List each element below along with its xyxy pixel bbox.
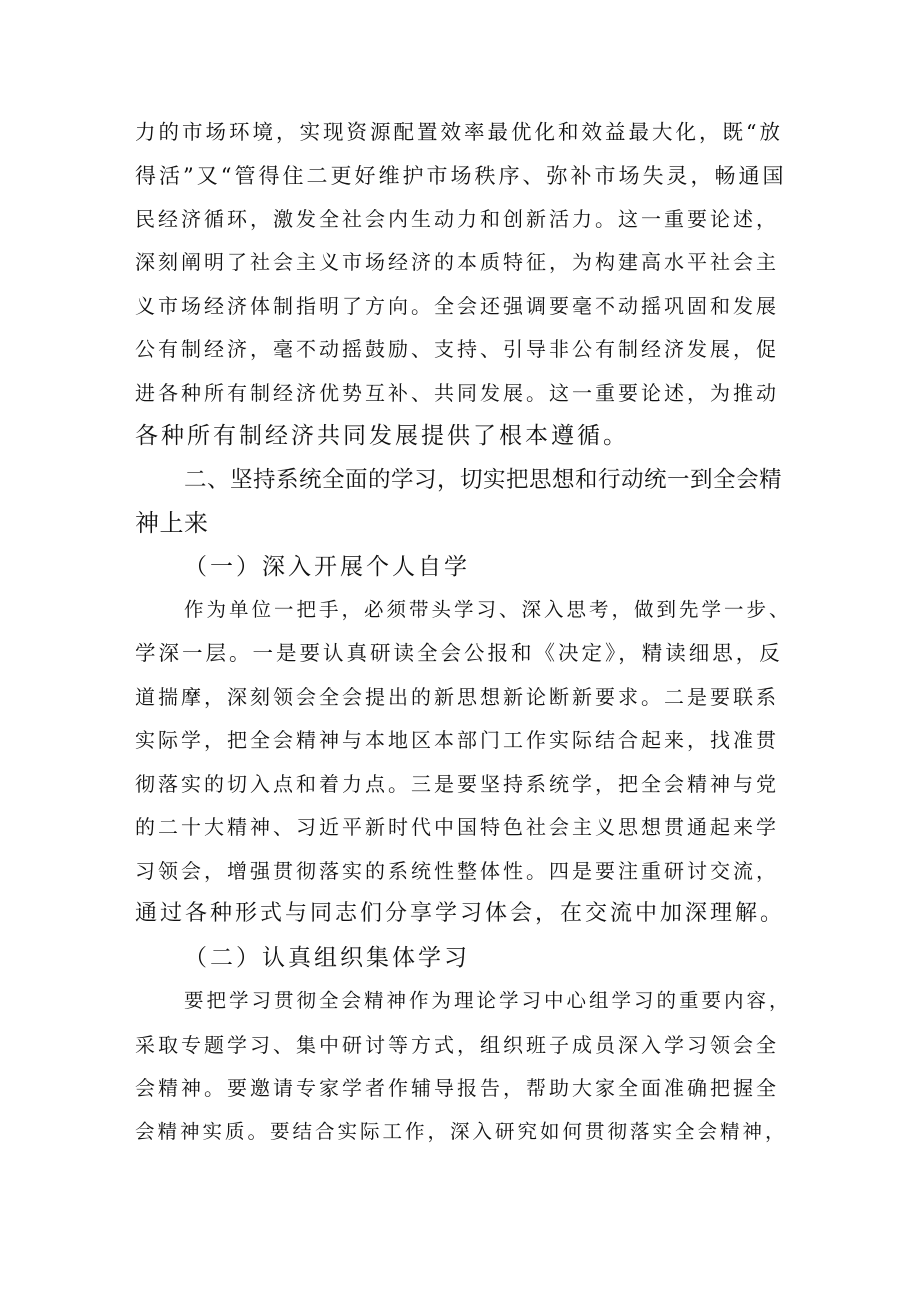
text-line: 深刻阐明了社会主义市场经济的本质特征，为构建高水平社会主 <box>135 250 779 274</box>
text-line: 采取专题学习、集中研讨等方式，组织班子成员深入学习领会全 <box>135 1033 779 1057</box>
text-line: 进各种所有制经济优势互补、共同发展。这一重要论述，为推动 <box>135 381 779 405</box>
text-line: 力的市场环境，实现资源配置效率最优化和效益最大化，既“放 <box>135 120 783 144</box>
text-line: 会精神实质。要结合实际工作，深入研究如何贯彻落实全会精神， <box>135 1120 788 1143</box>
heading-line: 神上来 <box>135 509 209 537</box>
text-line: 实际学，把全会精神与本地区本部门工作实际结合起来，找准贯 <box>135 728 779 752</box>
text-line: 义市场经济体制指明了方向。全会还强调要毫不动摇巩固和发展 <box>135 294 779 318</box>
text-line: 各种所有制经济共同发展提供了根本遵循。 <box>135 423 629 449</box>
text-line: 公有制经济，毫不动摇鼓励、支持、引导非公有制经济发展，促 <box>135 337 779 361</box>
subheading-group-study: （二）认真组织集体学习 <box>184 945 470 971</box>
text-line: 的二十大精神、习近平新时代中国特色社会主义思想贯通起来学 <box>135 815 779 839</box>
heading-line: 二、坚持系统全面的学习，切实把思想和行动统一到全会精 <box>184 467 783 493</box>
text-line: 得活”又“管得住二更好维护市场秩序、弥补市场失灵，畅通国 <box>135 164 787 188</box>
text-line: 会精神。要邀请专家学者作辅导报告，帮助大家全面准确把握全 <box>135 1076 779 1100</box>
text-line: 彻落实的切入点和着力点。三是要坚持系统学，把全会精神与党 <box>135 772 779 796</box>
text-line: 作为单位一把手，必须带头学习、深入思考，做到先学一步、 <box>184 598 792 621</box>
text-line: 通过各种形式与同志们分享学习体会，在交流中加深理解。 <box>135 901 786 926</box>
subheading-self-study: （一）深入开展个人自学 <box>184 554 470 580</box>
text-line: 道揣摩，深刻领会全会提出的新思想新论断新要求。二是要联系 <box>135 685 779 709</box>
text-line: 民经济循环，激发全社会内生动力和创新活力。这一重要论述， <box>135 207 779 231</box>
text-line: 要把学习贯彻全会精神作为理论学习中心组学习的重要内容， <box>184 989 792 1012</box>
text-line: 习领会，增强贯彻落实的系统性整体性。四是要注重研讨交流， <box>135 859 779 883</box>
text-line: 学深一层。一是要认真研读全会公报和《决定》，精读细思，反 <box>135 641 783 665</box>
